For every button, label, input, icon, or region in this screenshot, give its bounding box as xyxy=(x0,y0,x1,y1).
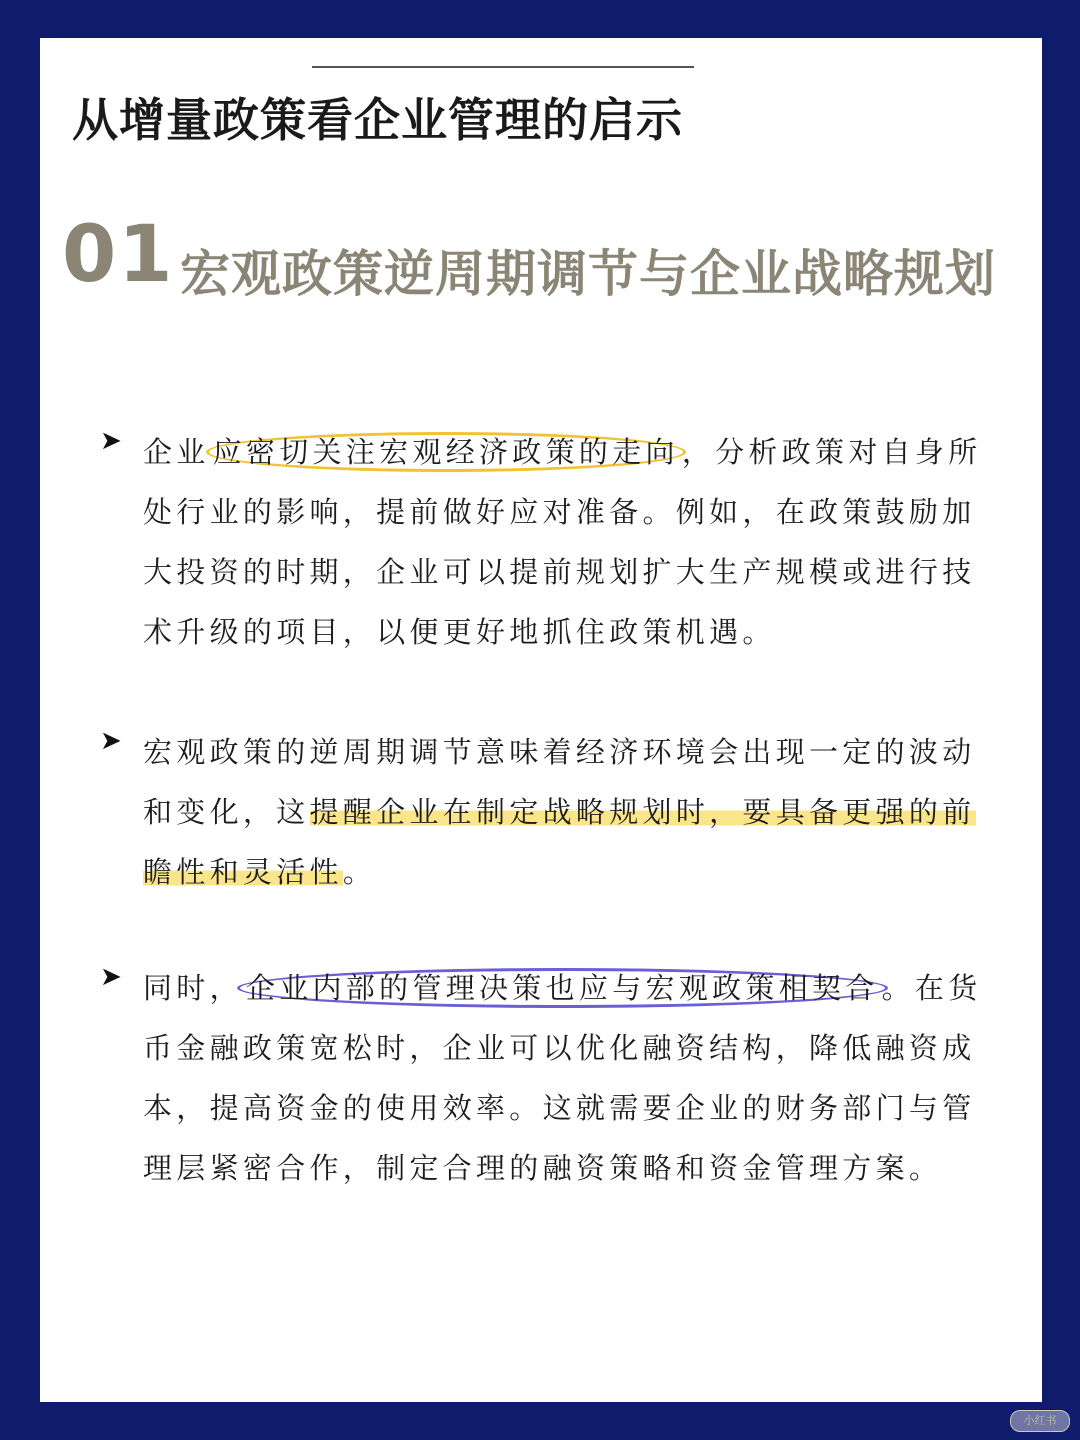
top-divider xyxy=(312,66,694,68)
arrow-bullet-icon: ➤ xyxy=(100,426,122,456)
marker-highlight-text: 提醒企业在制定战略规划时，要具备更强的前瞻性和灵活性 xyxy=(143,795,976,889)
circled-highlight-text: 企业内部的管理决策也应与宏观政策相契合 xyxy=(237,968,888,1008)
section-number: 01 xyxy=(62,210,175,300)
content-card xyxy=(40,38,1042,1402)
arrow-bullet-icon: ➤ xyxy=(100,726,122,756)
circled-highlight-text: 应密切关注宏观经济政策的走向 xyxy=(206,432,686,472)
bullet-paragraph xyxy=(143,958,993,1198)
section-title: 宏观政策逆周期调节与企业战略规划 xyxy=(180,245,996,303)
page-title: 从增量政策看企业管理的启示 xyxy=(72,93,683,147)
bullet-paragraph xyxy=(143,422,993,662)
arrow-bullet-icon: ➤ xyxy=(100,962,122,992)
watermark-logo: 小红书 xyxy=(1010,1410,1070,1432)
bullet-text-pre: 同时， xyxy=(143,971,243,1005)
bullet-text-post: ，分析政策对自身所处行业的影响，提前做好应对准备。例如，在政策鼓励加大投资的时期，企业可以提前规划扩大生产规模或进行技术升级的项目，以便更好地抓住政策机遇。 xyxy=(143,435,982,649)
bullet-paragraph xyxy=(143,722,993,902)
bullet-text-post: 。在货币金融政策宽松时，企业可以优化融资结构，降低融资成本，提高资金的使用效率。这就需要企业的财务部门与管理层紧密合作，制定合理的融资策略和资金管理方案。 xyxy=(143,971,982,1185)
bullet-text-post: 。 xyxy=(342,855,377,889)
bullet-text-pre: 企业 xyxy=(143,435,210,469)
bullet-text-pre: 宏观政策的逆周期调节意味着经济环境会出现一定的波动和变化，这 xyxy=(143,735,976,829)
